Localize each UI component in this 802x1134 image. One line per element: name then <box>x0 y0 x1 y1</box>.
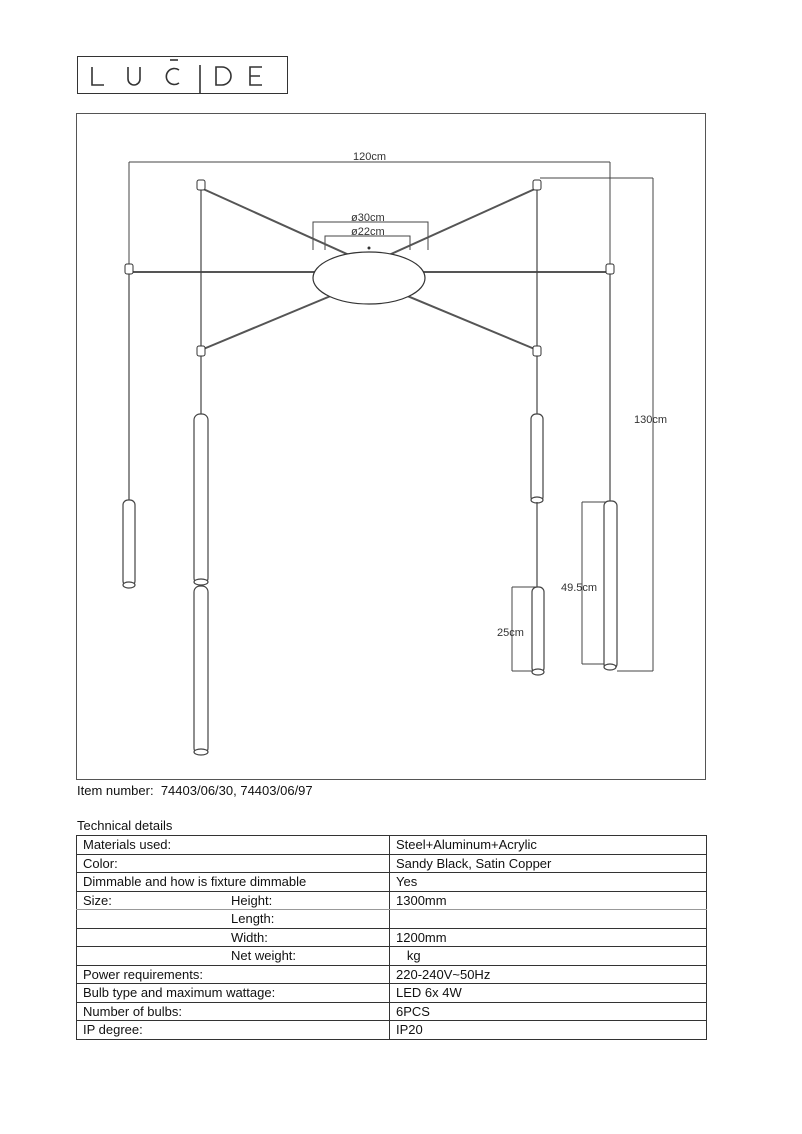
table-row <box>77 984 707 1003</box>
dim-height-text: 130cm <box>634 414 668 426</box>
technical-details-title: Technical details <box>77 818 173 833</box>
row-label: Bulb type and maximum wattage: <box>77 984 390 1003</box>
row-label: Power requirements: <box>77 965 390 984</box>
row-value <box>390 910 707 929</box>
dim-tube-long-text: 49.5cm <box>561 582 598 594</box>
lucide-logo-mark <box>78 57 289 95</box>
row-label: Number of bulbs: <box>77 1002 390 1021</box>
row-value: Yes <box>390 873 707 892</box>
row-value-text: kg <box>406 948 421 964</box>
row-sublabel: Net weight: <box>231 948 297 964</box>
technical-drawing <box>76 113 706 780</box>
table-row <box>77 854 707 873</box>
row-value: 220-240V~50Hz <box>390 965 707 984</box>
row-label-group <box>77 928 390 947</box>
table-row <box>77 910 707 929</box>
item-number-label: Item number: <box>77 783 154 798</box>
row-value: IP20 <box>390 1021 707 1040</box>
table-row <box>77 947 707 966</box>
row-value: 1200mm <box>390 928 707 947</box>
row-label: IP degree: <box>77 1021 390 1040</box>
row-sublabel: Height: <box>231 892 273 908</box>
table-row <box>77 965 707 984</box>
row-sublabel: Width: <box>231 929 268 945</box>
row-label-group <box>77 910 390 929</box>
row-value: Steel+Aluminum+Acrylic <box>390 836 707 855</box>
fixture-drawing <box>77 114 707 781</box>
table-row <box>77 891 707 910</box>
row-label: Color: <box>77 854 390 873</box>
table-row <box>77 928 707 947</box>
row-sublabel: Length: <box>231 911 275 927</box>
row-value: 6PCS <box>390 1002 707 1021</box>
table-row <box>77 1021 707 1040</box>
brand-logo <box>77 56 288 94</box>
row-label: Size: <box>83 892 112 908</box>
dim-diameter-inner-text: ø22cm <box>351 226 385 238</box>
dim-width-text: 120cm <box>353 151 387 163</box>
item-number <box>77 783 313 798</box>
table-row <box>77 836 707 855</box>
dim-tube-short-text: 25cm <box>497 627 524 639</box>
row-label-group <box>77 947 390 966</box>
table-row <box>77 1002 707 1021</box>
row-value <box>390 947 707 966</box>
technical-details-table <box>76 835 707 1040</box>
row-value: Sandy Black, Satin Copper <box>390 854 707 873</box>
table-row <box>77 873 707 892</box>
item-number-value: 74403/06/30, 74403/06/97 <box>160 783 313 798</box>
row-label: Dimmable and how is fixture dimmable <box>77 873 390 892</box>
row-label: Materials used: <box>77 836 390 855</box>
row-value: 1300mm <box>390 891 707 910</box>
dim-diameter-outer-text: ø30cm <box>351 212 385 224</box>
row-value: LED 6x 4W <box>390 984 707 1003</box>
row-label-group <box>77 891 390 910</box>
